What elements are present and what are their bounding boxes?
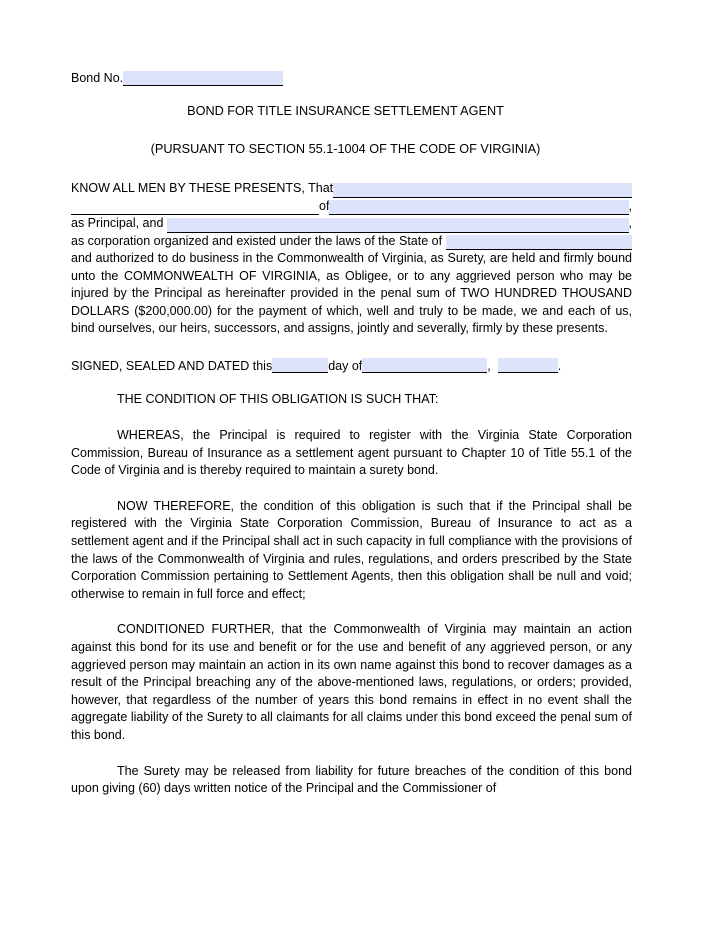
as-principal-label: as Principal, and <box>71 216 164 230</box>
document-content <box>71 70 632 798</box>
bond-number-row <box>71 70 632 86</box>
surety-line-comma: , <box>628 216 632 230</box>
surety-release-paragraph: The Surety may be released from liability for future breaches of the condition of this bond upon giving (60) days written notice of the Principal and the Commissioner of <box>71 763 632 796</box>
date-comma: , <box>487 359 491 374</box>
day-of-label: day of <box>328 359 363 374</box>
condition-heading: THE CONDITION OF THIS OBLIGATION IS SUCH THAT: <box>117 392 439 407</box>
principal-name-continuation-blank[interactable] <box>71 200 319 215</box>
address-line-comma: , <box>628 198 632 213</box>
page-subtitle: (PURSUANT TO SECTION 55.1-1004 OF THE CODE OF VIRGINIA) <box>150 142 541 156</box>
recital-paragraph: and authorized to do business in the Commonwealth of Virginia, as Surety, are held and firmly bound unto the COMMONWEALTH OF VIRGINIA, as Obligee, or to any aggrieved person who may be injured by the Principal as hereinafter provided in the penal sum of TWO HUNDRED THOUSAND DOLLARS ($200,000.00) for the payment of which, well and truly to be made, we and each of us, bind ourselves, our heirs, successors, and assigns, jointly and severally, firmly by these presents. <box>71 251 632 336</box>
month-field[interactable] <box>362 358 487 373</box>
surety-name-field[interactable] <box>167 218 629 233</box>
state-of-label: as corporation organized and existed under the laws of the State of <box>71 233 443 248</box>
state-of-incorporation-line <box>71 233 632 251</box>
signed-sealed-dated-row <box>71 356 632 374</box>
year-field[interactable] <box>498 358 558 373</box>
page-title: BOND FOR TITLE INSURANCE SETTLEMENT AGENT <box>187 104 504 118</box>
know-all-men-label: KNOW ALL MEN BY THESE PRESENTS, That <box>71 181 334 195</box>
whereas-paragraph: WHEREAS, the Principal is required to register with the Virginia State Corporation Commission, Bureau of Insurance as a settlement agent pursuant to Chapter 10 of Title 55.1 of the Code of Virginia and is thereby required to maintain a surety bond. <box>71 428 632 478</box>
now-therefore-paragraph: NOW THEREFORE, the condition of this obligation is such that if the Principal shall be registered with the Virginia State Corporation Commission, Bureau of Insurance to act as a settlement agent and if the Principal shall act in such capacity in full compliance with the provisions of the laws of the Commonwealth of Virginia and rules, regulations, and orders prescribed by the State Corporation Commission pertaining to Settlement Agents, then this obligation shall be null and void; otherwise to remain in full force and effect; <box>71 498 632 601</box>
state-field[interactable] <box>446 235 632 250</box>
principal-address-line <box>71 198 632 216</box>
bond-number-label: Bond No. <box>71 71 124 85</box>
signed-prefix-label: SIGNED, SEALED AND DATED this <box>71 359 273 374</box>
principal-address-field[interactable] <box>329 200 628 215</box>
parties-form-block <box>71 180 632 250</box>
conditioned-further-paragraph: CONDITIONED FURTHER, that the Commonwealth of Virginia may maintain an action against this bond for its use and benefit or for the use and benefit of any aggrieved person, or any aggrieved person may maintain an action in its own name against this bond to recover damages as a result of the Principal breaching any of the above-mentioned laws, regulations, or orders; provided, however, that regardless of the number of years this bond remains in effect in no event shall the aggregate liability of the Surety to all claimants for all claims under this bond exceed the penal sum of this bond. <box>71 622 632 742</box>
date-period: . <box>557 359 562 374</box>
of-label: of <box>319 198 330 213</box>
bond-number-field[interactable] <box>123 71 283 86</box>
know-all-men-line <box>71 180 632 198</box>
surety-name-line <box>71 215 632 233</box>
principal-name-field[interactable] <box>333 183 632 198</box>
day-field[interactable] <box>272 358 328 373</box>
